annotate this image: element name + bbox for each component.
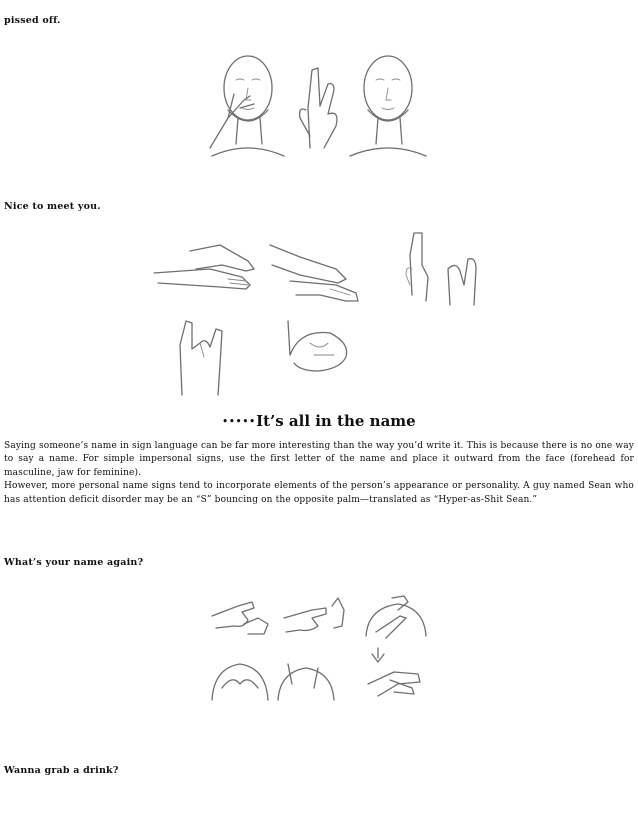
caption-whats-your-name-again: What’s your name again? — [4, 557, 144, 568]
paragraph-2: However, more personal name signs tend to incorporate elements of the person’s appearance or personality. A guy named Sean who has attention deficit disorder may be an “S” bouncing on the opposite palm—translated as “Hyper-as-Shit Sean.” — [4, 481, 634, 505]
section-title: It’s all in the name — [256, 412, 416, 430]
heading-bullets: ••••• — [222, 417, 257, 427]
body-text — [4, 440, 634, 507]
illustration-nice-to-meet-you — [150, 225, 495, 400]
caption-wanna-grab-a-drink: Wanna grab a drink? — [4, 765, 119, 776]
illustration-whats-your-name-again — [208, 588, 428, 703]
caption-pissed-off: pissed off. — [4, 15, 61, 26]
section-heading — [0, 412, 638, 430]
illustration-pissed-off — [200, 48, 430, 160]
caption-nice-to-meet-you: Nice to meet you. — [4, 201, 101, 212]
paragraph-1: Saying someone’s name in sign language can be far more interesting than the way you’d write it. This is because there is no one way to say a name. For simple impersonal signs, use the first letter of the name and place it outward from the face (forehead for masculine, jaw for feminine). — [4, 441, 634, 478]
